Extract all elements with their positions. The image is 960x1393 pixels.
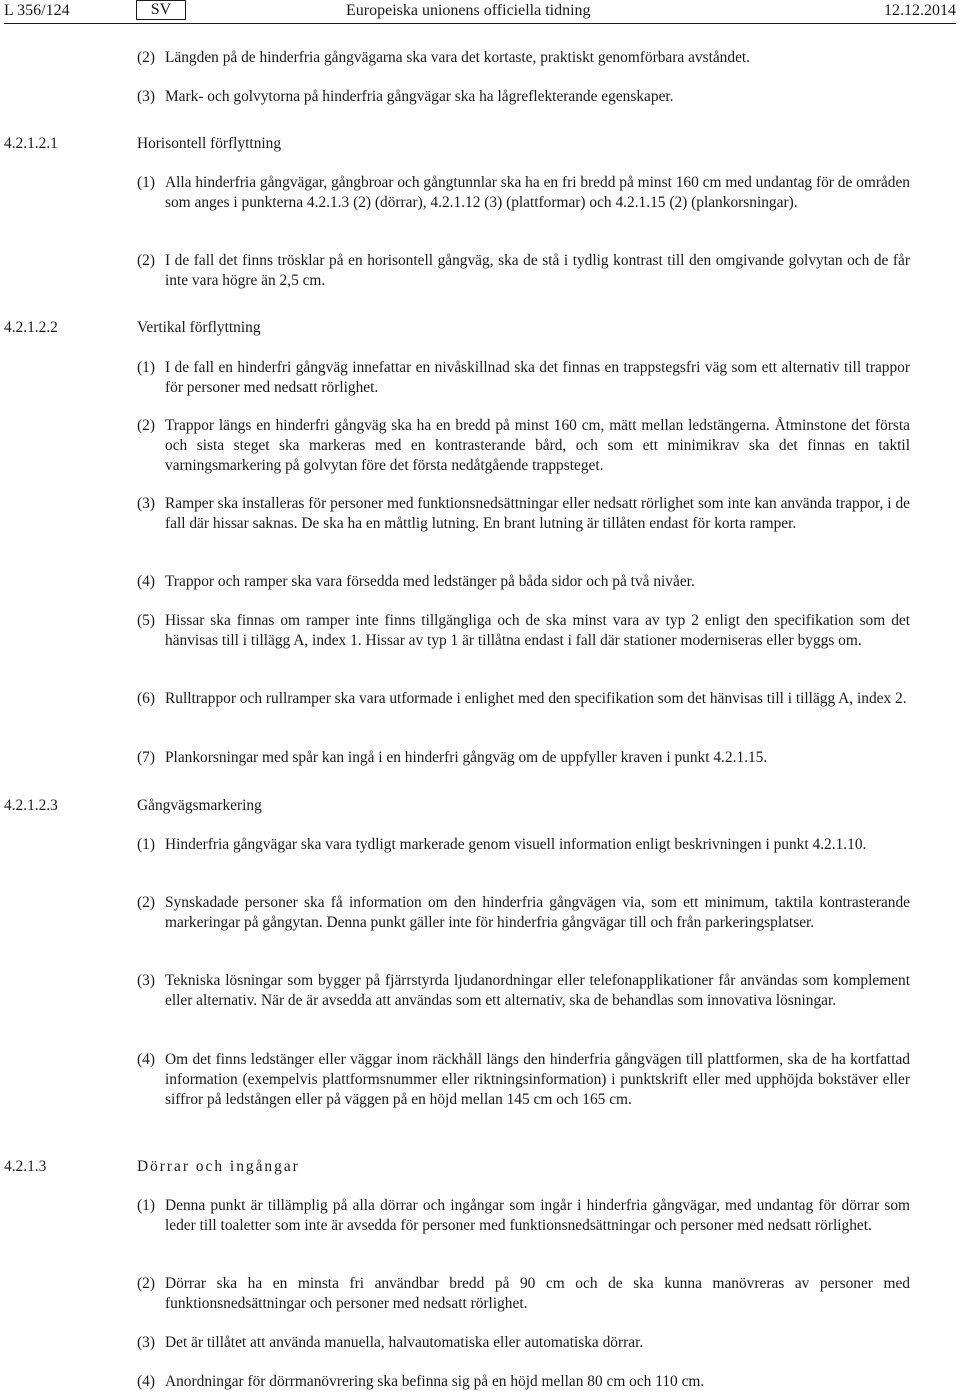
paragraph-number: (4) — [137, 1373, 155, 1390]
section-title: Vertikal förflyttning — [137, 319, 261, 336]
paragraph-text: Trappor längs en hinderfri gångväg ska ha en bredd på minst 160 cm, mätt mellan ledstängerna. Åtminstone det första och sista steget ska markeras med en kontrasterande bård, och som ett minimikrav ska det finnas en taktil varningsmarkering på golvytan före det första nedåtgående trappsteget. — [165, 417, 910, 474]
paragraph-text: Dörrar ska ha en minsta fri användbar bredd på 90 cm och de ska kunna manövreras av personer med funktionsnedsättningar och personer med nedsatt rörlighet. — [165, 1275, 910, 1312]
paragraph-number: (2) — [137, 1275, 155, 1292]
paragraph-number: (4) — [137, 573, 155, 590]
paragraph-text: Synskadade personer ska få information om den hinderfria gångvägen via, som ett minimum, taktila kontrasterande markeringar på gångytan. Denna punkt gäller inte för hinderfria gångvägar till och från parkeringsplatser. — [165, 894, 910, 931]
paragraph-number: (2) — [137, 417, 155, 434]
paragraph-text: Mark- och golvytorna på hinderfria gångvägar ska ha lågreflekterande egenskaper. — [165, 88, 674, 105]
paragraph-number: (3) — [137, 88, 155, 105]
paragraph-number: (1) — [137, 836, 155, 853]
section-number: 4.2.1.3 — [4, 1158, 47, 1175]
paragraph-number: (2) — [137, 894, 155, 911]
paragraph-number: (3) — [137, 1334, 155, 1351]
header-rule — [4, 23, 956, 24]
paragraph-text: Alla hinderfria gångvägar, gångbroar och gångtunnlar ska ha en fri bredd på minst 160 cm med undantag för de områden som anges i punkterna 4.2.1.3 (2) (dörrar), 4.2.1.12 (3) (plattformar) och 4.2.1.15 (2) (plankorsningar). — [165, 174, 910, 211]
section-title: Dörrar och ingångar — [137, 1158, 300, 1175]
paragraph-text: Hissar ska finnas om ramper inte finns tillgängliga och de ska minst vara av typ 2 enligt den specifikation som det hänvisas till i tillägg A, index 1. Hissar av typ 1 är tillåtna endast i fall där stationer moderniseras eller byggs om. — [165, 612, 910, 649]
paragraph-text: Denna punkt är tillämplig på alla dörrar och ingångar som ingår i hinderfria gångvägar, med undantag för dörrar som leder till toaletter som inte är avsedda för personer med funktionsnedsättningar och personer med nedsatt rörlighet. — [165, 1197, 910, 1234]
paragraph-number: (3) — [137, 972, 155, 989]
paragraph-number: (3) — [137, 495, 155, 512]
section-title: Gångvägsmarkering — [137, 797, 262, 814]
journal-header — [4, 0, 956, 24]
section-number: 4.2.1.2.1 — [4, 135, 58, 152]
paragraph-text: Hinderfria gångvägar ska vara tydligt markerade genom visuell information enligt beskrivningen i punkt 4.2.1.10. — [165, 836, 867, 853]
paragraph-text: Om det finns ledstänger eller väggar inom räckhåll längs den hinderfria gångvägen till plattformen, ska de ha kortfattad information (exempelvis plattformsnummer eller riktningsinformation) i punktskrift eller med upphöjda bokstäver eller siffror på ledstången eller på väggen på en höjd mellan 145 cm och 165 cm. — [165, 1051, 910, 1108]
paragraph-number: (2) — [137, 49, 155, 66]
paragraph-text: Ramper ska installeras för personer med funktionsnedsättningar eller nedsatt rörlighet som inte kan använda trappor, i de fall där hissar saknas. De ska ha en måttlig lutning. En brant lutning är tillåten endast för korta ramper. — [165, 495, 910, 532]
journal-title: Europeiska unionens officiella tidning — [346, 2, 591, 19]
paragraph-number: (1) — [137, 1197, 155, 1214]
section-number: 4.2.1.2.3 — [4, 797, 58, 814]
paragraph-number: (1) — [137, 359, 155, 376]
paragraph-number: (2) — [137, 252, 155, 269]
paragraph-text: Längden på de hinderfria gångvägarna ska vara det kortaste, praktiskt genomförbara avståndet. — [165, 49, 751, 66]
paragraph-text: Plankorsningar med spår kan ingå i en hinderfri gångväg om de uppfyller kraven i punkt 4.2.1.15. — [165, 749, 768, 766]
section-number: 4.2.1.2.2 — [4, 319, 58, 336]
language-badge: SV — [136, 0, 186, 20]
section-title: Horisontell förflyttning — [137, 135, 282, 152]
publication-date: 12.12.2014 — [884, 2, 956, 19]
paragraph-text: Trappor och ramper ska vara försedda med ledstänger på båda sidor och på två nivåer. — [165, 573, 695, 590]
paragraph-number: (5) — [137, 612, 155, 629]
paragraph-text: Anordningar för dörrmanövrering ska befinna sig på en höjd mellan 80 cm och 110 cm. — [165, 1373, 705, 1390]
paragraph-text: Det är tillåtet att använda manuella, halvautomatiska eller automatiska dörrar. — [165, 1334, 644, 1351]
paragraph-number: (4) — [137, 1051, 155, 1068]
paragraph-text: I de fall en hinderfri gångväg innefattar en nivåskillnad ska det finnas en trappstegsfri väg som ett alternativ till trappor för personer med nedsatt rörlighet. — [165, 359, 910, 396]
paragraph-number: (6) — [137, 690, 155, 707]
paragraph-number: (1) — [137, 174, 155, 191]
page-reference: L 356/124 — [4, 2, 70, 19]
paragraph-number: (7) — [137, 749, 155, 766]
paragraph-text: Tekniska lösningar som bygger på fjärrstyrda ljudanordningar eller telefonapplikationer får användas som komplement eller alternativ. När de är avsedda att användas som ett alternativ, ska de behandlas som innovativa lösningar. — [165, 972, 910, 1009]
paragraph-text: I de fall det finns trösklar på en horisontell gångväg, ska de stå i tydlig kontrast till den omgivande golvytan och de får inte vara högre än 2,5 cm. — [165, 252, 910, 289]
paragraph-text: Rulltrappor och rullramper ska vara utformade i enlighet med den specifikation som det hänvisas till i tillägg A, index 2. — [165, 690, 907, 707]
